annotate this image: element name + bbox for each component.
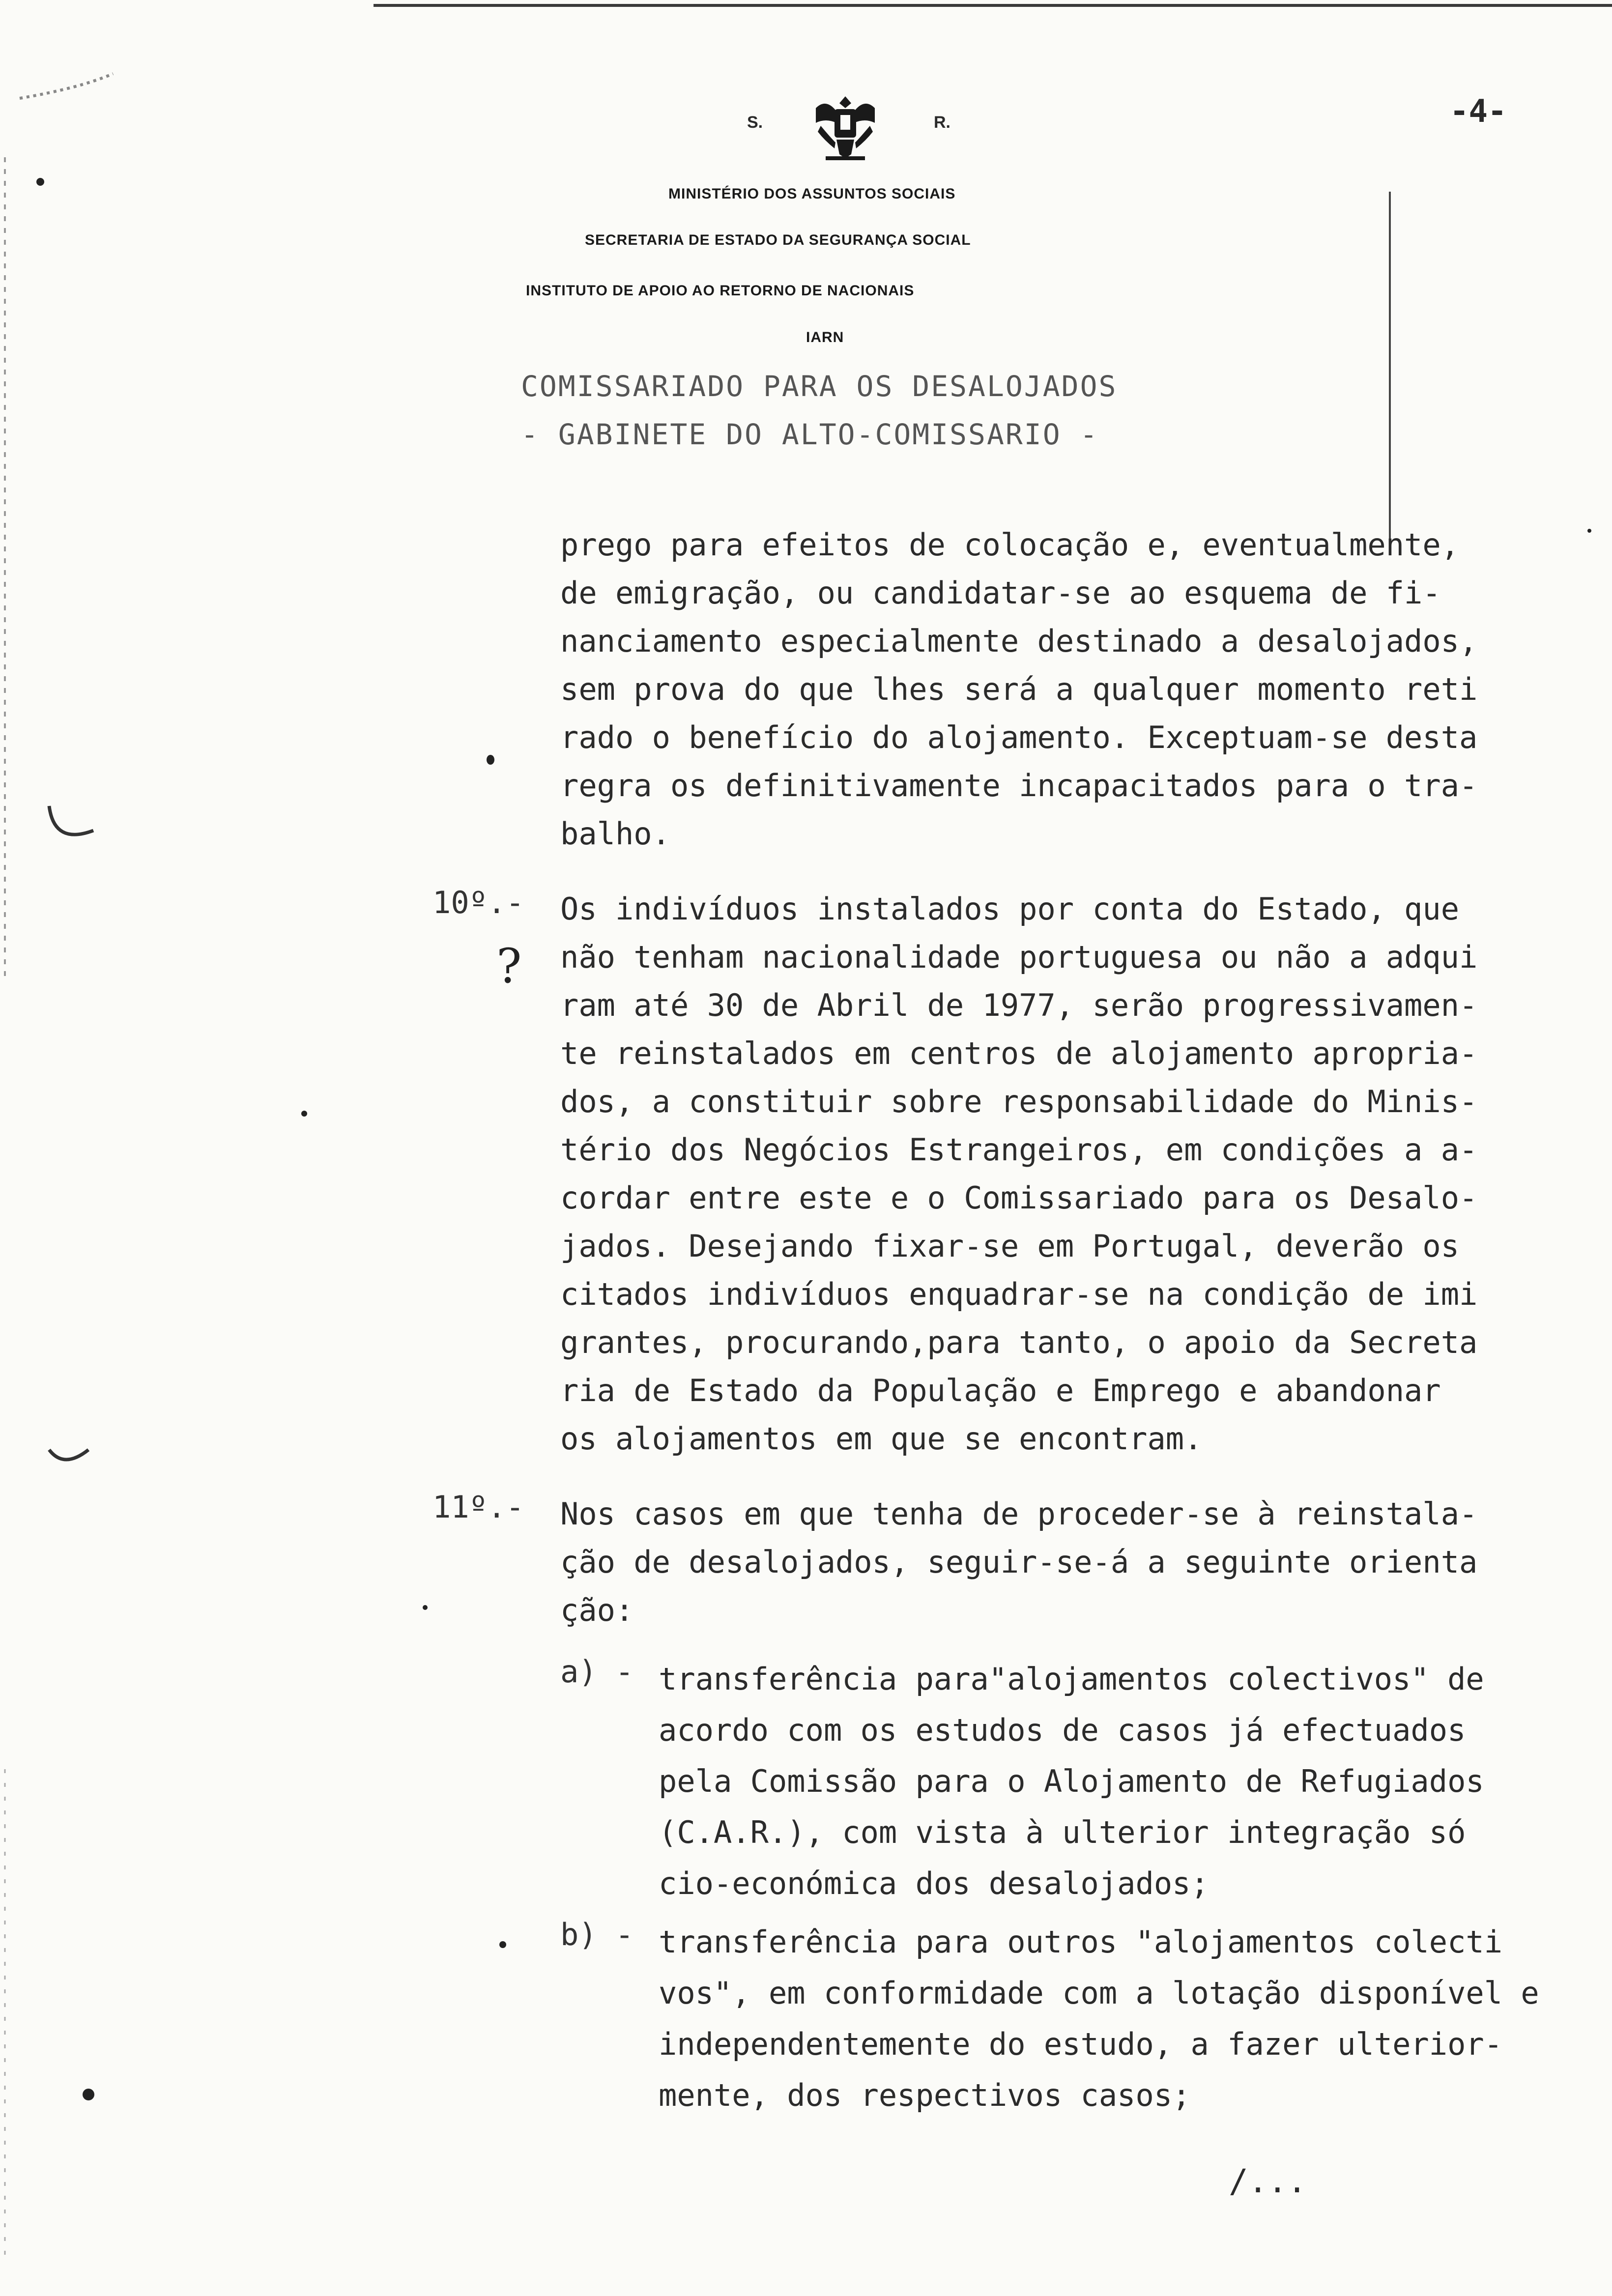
text-line: balho. xyxy=(560,816,670,852)
text-line: mente, dos respectivos casos; xyxy=(659,2077,1191,2113)
scan-margin-artifacts xyxy=(0,0,128,2296)
top-edge-line xyxy=(374,4,1612,7)
sub-item-a-paragraph xyxy=(659,1654,1592,1909)
sub-item-b-paragraph xyxy=(659,1917,1592,2121)
text-line: ria de Estado da População e Emprego e abandonar xyxy=(560,1373,1441,1408)
text-line: citados indivíduos enquadrar-se na condição de imi xyxy=(560,1276,1478,1312)
ink-dot xyxy=(487,755,494,765)
coat-of-arms-icon xyxy=(806,93,885,162)
struck-secretariat-line: SECRETARIA DE ESTADO DA SEGURANÇA SOCIAL xyxy=(585,232,971,248)
text-line: regra os definitivamente incapacitados para o tra- xyxy=(560,768,1478,804)
ink-dot xyxy=(423,1605,428,1610)
text-line: ram até 30 de Abril de 1977, serão progressivamen- xyxy=(560,987,1478,1023)
ink-dot xyxy=(1587,529,1591,533)
text-line: dos, a constituir sobre responsabilidade do Minis- xyxy=(560,1084,1478,1119)
margin-rule xyxy=(1389,192,1391,545)
text-line: os alojamentos em que se encontram. xyxy=(560,1421,1203,1457)
text-line: ção: xyxy=(560,1592,634,1628)
text-line: te reinstalados em centros de alojamento apropria- xyxy=(560,1035,1478,1071)
text-line: Os indivíduos instalados por conta do Estado, que xyxy=(560,891,1460,927)
header-commissariat: COMISSARIADO PARA OS DESALOJADOS xyxy=(521,370,1118,403)
sub-item-b-letter: b) - xyxy=(560,1917,634,1952)
text-line: não tenham nacionalidade portuguesa ou não a adqui xyxy=(560,939,1478,975)
struck-institute-line: INSTITUTO DE APOIO AO RETORNO DE NACIONAIS xyxy=(526,283,915,299)
text-line: acordo com os estudos de casos já efectuados xyxy=(659,1712,1466,1748)
text-line: independentemente do estudo, a fazer ulterior- xyxy=(659,2026,1503,2062)
page-number: -4- xyxy=(1450,93,1507,130)
text-line: (C.A.R.), com vista à ulterior integração só xyxy=(659,1814,1466,1850)
text-line: cio-económica dos desalojados; xyxy=(659,1866,1209,1901)
sub-item-a-letter: a) - xyxy=(560,1654,634,1690)
text-line: pela Comissão para o Alojamento de Refugiados xyxy=(659,1763,1484,1799)
ink-dot xyxy=(301,1111,307,1117)
text-line: transferência para outros "alojamentos colecti xyxy=(659,1924,1503,1960)
ink-dot xyxy=(499,1941,506,1948)
text-line: transferência para"alojamentos colectivos" de xyxy=(659,1661,1484,1697)
text-line: tério dos Negócios Estrangeiros, em condições a a- xyxy=(560,1132,1478,1168)
letterhead-seal xyxy=(747,93,963,162)
text-line: sem prova do que lhes será a qualquer momento reti xyxy=(560,671,1478,707)
seal-left-letter: S. xyxy=(747,113,763,132)
handwritten-question-mark: ? xyxy=(496,939,522,994)
intro-paragraph xyxy=(560,521,1583,858)
text-line: prego para efeitos de colocação e, eventualmente, xyxy=(560,527,1460,563)
text-line: Nos casos em que tenha de proceder-se à reinstala- xyxy=(560,1496,1478,1532)
text-line: cordar entre este e o Comissariado para os Desalo- xyxy=(560,1180,1478,1216)
item-11-paragraph xyxy=(560,1489,1583,1634)
seal-right-letter: R. xyxy=(934,113,950,132)
struck-ministry-line: MINISTÉRIO DOS ASSUNTOS SOCIAIS xyxy=(668,186,956,202)
text-line: de emigração, ou candidatar-se ao esquema de fi- xyxy=(560,575,1441,611)
text-line: nanciamento especialmente destinado a desalojados, xyxy=(560,623,1478,659)
item-10-paragraph xyxy=(560,885,1583,1463)
text-line: ção de desalojados, seguir-se-á a seguinte orienta xyxy=(560,1544,1478,1580)
continuation-mark: /... xyxy=(1229,2162,1307,2200)
header-cabinet: - GABINETE DO ALTO-COMISSARIO - xyxy=(521,418,1099,451)
text-line: vos", em conformidade com a lotação disponível e xyxy=(659,1975,1539,2011)
text-line: jados. Desejando fixar-se em Portugal, deverão os xyxy=(560,1228,1460,1264)
item-10-number: 10º.- xyxy=(432,885,524,920)
text-line: rado o benefício do alojamento. Exceptuam-se desta xyxy=(560,719,1478,755)
struck-iarn-line: IARN xyxy=(806,329,844,345)
text-line: grantes, procurando,para tanto, o apoio da Secreta xyxy=(560,1324,1478,1360)
item-11-number: 11º.- xyxy=(432,1489,524,1525)
